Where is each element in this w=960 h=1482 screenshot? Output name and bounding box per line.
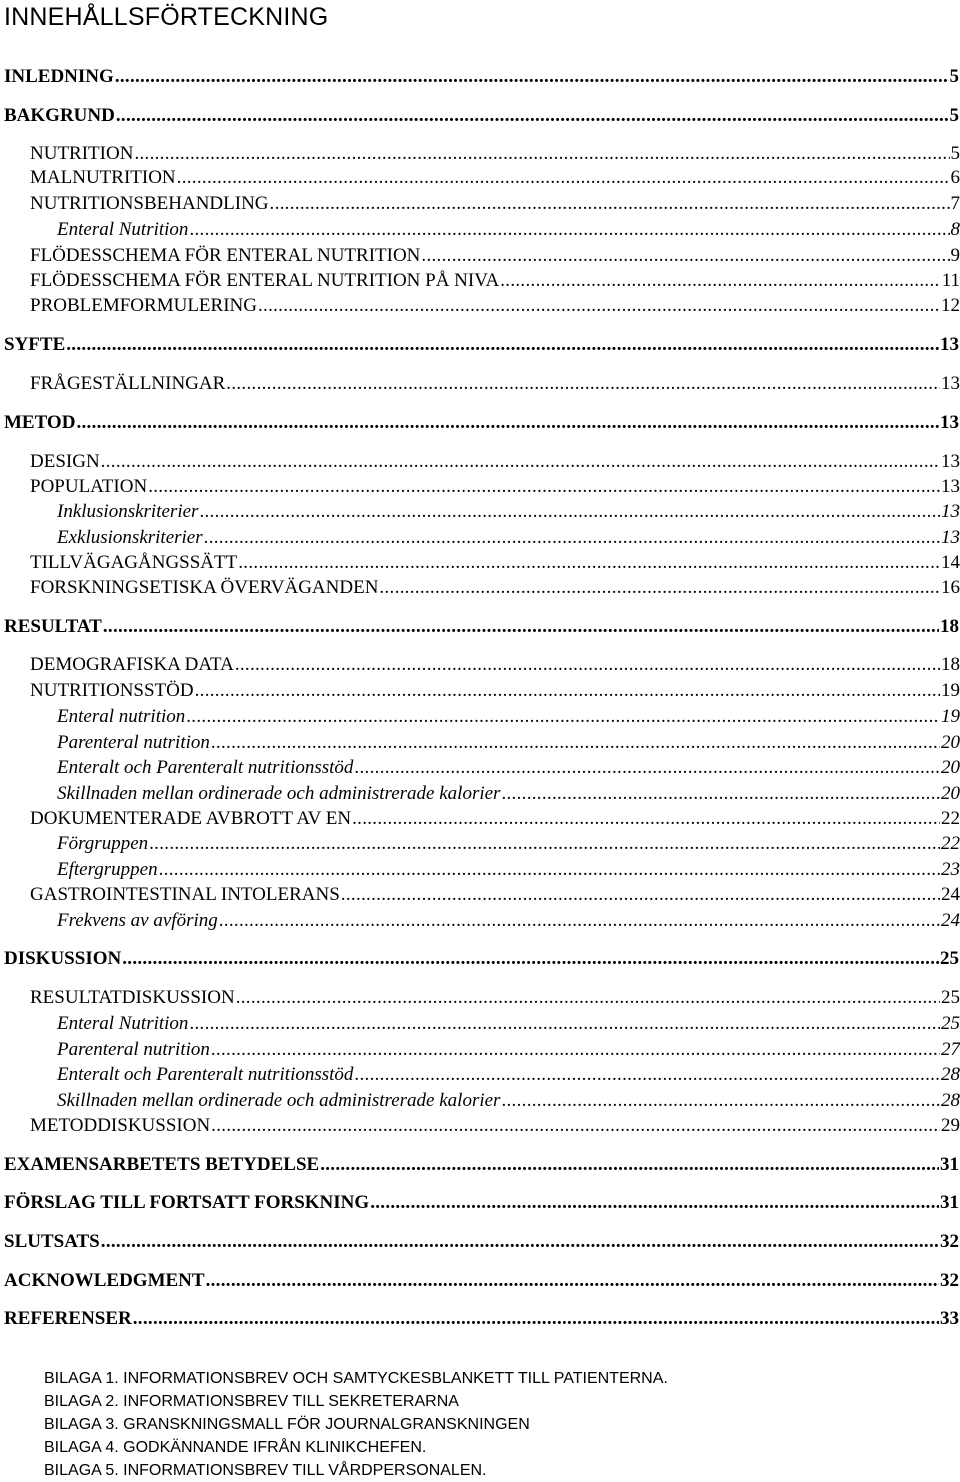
toc-entry[interactable]	[57, 220, 960, 239]
toc-entry-page: 11	[941, 270, 960, 291]
toc-entry-title: EXAMENSARBETETS BETYDELSE	[4, 1154, 320, 1175]
toc-entry-page: 13	[941, 373, 960, 394]
toc-entry[interactable]	[30, 578, 960, 597]
toc-entry[interactable]	[4, 106, 960, 125]
toc-entry-page: 6	[950, 167, 960, 188]
toc-entry-title: Parenteral nutrition	[57, 732, 210, 753]
toc-entry-page: 8	[950, 219, 960, 240]
toc-entry-page: 13	[941, 476, 960, 497]
toc-entry[interactable]	[30, 144, 960, 163]
toc-entry-title: Parenteral nutrition	[57, 1039, 210, 1060]
toc-entry-title: Frekvens av avföring	[57, 910, 218, 931]
toc-entry-page: 19	[941, 706, 960, 727]
toc-entry-page: 31	[940, 1154, 959, 1175]
dot-leader	[421, 246, 949, 265]
toc-entry-page: 20	[941, 783, 960, 804]
dot-leader	[199, 502, 940, 521]
dot-leader	[122, 949, 939, 968]
dot-leader	[186, 707, 940, 726]
toc-entry-title: FLÖDESSCHEMA FÖR ENTERAL NUTRITION PÅ NIVA	[30, 270, 500, 291]
toc-entry-page: 13	[941, 501, 960, 522]
toc-entry-title: PROBLEMFORMULERING	[30, 295, 257, 316]
appendix-item	[44, 1417, 530, 1433]
dot-leader	[195, 681, 940, 700]
toc-entry[interactable]	[4, 413, 960, 432]
appendix-label: BILAGA 2	[44, 1393, 115, 1410]
appendix-label: BILAGA 3	[44, 1416, 115, 1433]
appendix-item	[44, 1394, 459, 1410]
dot-leader	[189, 1014, 940, 1033]
toc-entry-page: 29	[941, 1115, 960, 1136]
dot-leader	[66, 335, 939, 354]
toc-entry-title: FÖRSLAG TILL FORTSATT FORSKNING	[4, 1192, 370, 1213]
toc-entry-title: GASTROINTESTINAL INTOLERANS	[30, 884, 340, 905]
toc-entry[interactable]	[57, 834, 960, 853]
toc-entry[interactable]	[57, 707, 960, 726]
toc-entry-title: DESIGN	[30, 451, 100, 472]
toc-entry-page: 24	[941, 884, 960, 905]
dot-leader	[76, 413, 939, 432]
toc-entry[interactable]	[30, 988, 960, 1007]
toc-entry-page: 16	[941, 577, 960, 598]
toc-entry-page: 31	[940, 1192, 959, 1213]
appendix-title: . INFORMATIONSBREV OCH SAMTYCKESBLANKETT TILL PATIENTERNA.	[114, 1370, 668, 1387]
dot-leader	[101, 452, 940, 471]
toc-entry-title: ACKNOWLEDGMENT	[4, 1270, 205, 1291]
toc-entry-page: 32	[940, 1270, 959, 1291]
toc-entry-page: 27	[941, 1039, 960, 1060]
dot-leader	[236, 988, 940, 1007]
appendix-title: . INFORMATIONSBREV TILL VÅRDPERSONALEN.	[114, 1462, 487, 1479]
toc-entry-page: 12	[941, 295, 960, 316]
dot-leader	[354, 758, 940, 777]
dot-leader	[116, 106, 949, 125]
toc-entry-title: Enteralt och Parenteralt nutritionsstöd	[57, 757, 354, 778]
toc-entry-title: Förgruppen	[57, 833, 149, 854]
appendix-title: . GRANSKNINGSMALL FÖR JOURNALGRANSKNINGEN	[114, 1416, 530, 1433]
toc-entry-page: 13	[941, 451, 960, 472]
toc-entry[interactable]	[57, 1014, 960, 1033]
toc-entry[interactable]	[57, 1091, 960, 1110]
toc-entry-page: 18	[941, 654, 960, 675]
toc-entry[interactable]	[4, 1193, 960, 1212]
toc-entry-page: 25	[941, 987, 960, 1008]
toc-entry[interactable]	[30, 452, 960, 471]
toc-entry-page: 5	[949, 66, 959, 87]
dot-leader	[103, 617, 939, 636]
appendix-title: . INFORMATIONSBREV TILL SEKRETERARNA	[114, 1393, 459, 1410]
toc-entry-page: 23	[941, 859, 960, 880]
toc-entry-title: DEMOGRAFISKA DATA	[30, 654, 234, 675]
toc-entry[interactable]	[4, 1232, 960, 1251]
toc-entry-page: 25	[940, 948, 959, 969]
toc-entry-title: Skillnaden mellan ordinerade och administrerade kalorier	[57, 1090, 501, 1111]
toc-entry[interactable]	[30, 655, 960, 674]
toc-entry[interactable]	[30, 194, 960, 213]
toc-entry-title: POPULATION	[30, 476, 148, 497]
toc-entry-page: 20	[941, 757, 960, 778]
dot-leader	[352, 809, 940, 828]
dot-leader	[133, 1309, 939, 1328]
toc-entry-page: 32	[940, 1231, 959, 1252]
appendix-item	[44, 1371, 668, 1387]
toc-entry[interactable]	[4, 1309, 960, 1328]
toc-entry-title: DOKUMENTERADE AVBROTT AV EN	[30, 808, 352, 829]
toc-entry-title: SYFTE	[4, 334, 66, 355]
appendix-label: BILAGA 4	[44, 1439, 115, 1456]
toc-entry-page: 7	[950, 193, 960, 214]
toc-entry[interactable]	[30, 296, 960, 315]
toc-entry-title: NUTRITION	[30, 143, 134, 164]
toc-entry-page: 18	[940, 616, 959, 637]
toc-entry-title: METODDISKUSSION	[30, 1115, 211, 1136]
dot-leader	[501, 1091, 940, 1110]
toc-entry[interactable]	[30, 1116, 960, 1135]
toc-entry-title: SLUTSATS	[4, 1231, 100, 1252]
toc-entry-title: RESULTAT	[4, 616, 102, 637]
toc-entry-page: 13	[941, 527, 960, 548]
toc-entry[interactable]	[30, 809, 960, 828]
toc-entry-page: 22	[941, 808, 960, 829]
dot-leader	[501, 784, 940, 803]
toc-entry[interactable]	[57, 733, 960, 752]
dot-leader	[159, 860, 940, 879]
toc-entry-title: FLÖDESSCHEMA FÖR ENTERAL NUTRITION	[30, 245, 421, 266]
appendix-label: BILAGA 5	[44, 1462, 115, 1479]
toc-entry[interactable]	[4, 335, 960, 354]
dot-leader	[149, 834, 940, 853]
appendix-item	[44, 1463, 487, 1479]
toc-entry-page: 5	[950, 143, 960, 164]
dot-leader	[320, 1155, 939, 1174]
toc-entry-title: TILLVÄGAGÅNGSSÄTT	[30, 552, 238, 573]
toc-entry-page: 19	[941, 680, 960, 701]
toc-entry-page: 13	[940, 412, 959, 433]
dot-leader	[354, 1065, 940, 1084]
dot-leader	[115, 67, 949, 86]
toc-entry-title: Inklusionskriterier	[57, 501, 199, 522]
toc-entry[interactable]	[4, 949, 960, 968]
appendix-title: . GODKÄNNANDE IFRÅN KLINIKCHEFEN.	[114, 1439, 427, 1456]
toc-entry[interactable]	[30, 246, 960, 265]
toc-entry-title: RESULTATDISKUSSION	[30, 987, 235, 1008]
dot-leader	[238, 553, 940, 572]
toc-entry-title: MALNUTRITION	[30, 167, 176, 188]
dot-leader	[235, 655, 940, 674]
toc-entry-page: 14	[941, 552, 960, 573]
toc-entry[interactable]	[30, 553, 960, 572]
toc-entry-title: REFERENSER	[4, 1308, 132, 1329]
toc-entry-title: Enteral nutrition	[57, 706, 186, 727]
toc-entry-title: Exklusionskriterier	[57, 527, 203, 548]
dot-leader	[500, 271, 940, 290]
toc-entry-page: 20	[941, 732, 960, 753]
toc-entry[interactable]	[30, 681, 960, 700]
dot-leader	[341, 885, 940, 904]
appendix-label: BILAGA 1	[44, 1370, 115, 1387]
dot-leader	[189, 220, 949, 239]
toc-entry[interactable]	[57, 911, 960, 930]
toc-entry-title: BAKGRUND	[4, 105, 115, 126]
toc-entry-page: 33	[940, 1308, 959, 1329]
dot-leader	[211, 733, 940, 752]
toc-entry[interactable]	[57, 1065, 960, 1084]
toc-entry-page: 28	[941, 1064, 960, 1085]
toc-entry-title: Enteral Nutrition	[57, 219, 189, 240]
toc-entry[interactable]	[30, 885, 960, 904]
dot-leader	[270, 194, 950, 213]
toc-entry-title: NUTRITIONSSTÖD	[30, 680, 194, 701]
dot-leader	[370, 1193, 939, 1212]
toc-entry-title: FORSKNINGSETISKA ÖVERVÄGANDEN	[30, 577, 379, 598]
toc-entry[interactable]	[4, 617, 960, 636]
toc-entry-page: 13	[940, 334, 959, 355]
toc-entry-page: 24	[941, 910, 960, 931]
dot-leader	[211, 1040, 940, 1059]
toc-entry[interactable]	[4, 1155, 960, 1174]
toc-entry-title: DISKUSSION	[4, 948, 122, 969]
toc-entry[interactable]	[57, 528, 960, 547]
toc-entry[interactable]	[57, 758, 960, 777]
dot-leader	[219, 911, 940, 930]
dot-leader	[177, 168, 950, 187]
dot-leader	[206, 1271, 939, 1290]
toc-entry-title: METOD	[4, 412, 76, 433]
toc-entry[interactable]	[30, 374, 960, 393]
toc-entry-title: NUTRITIONSBEHANDLING	[30, 193, 269, 214]
dot-leader	[148, 477, 940, 496]
dot-leader	[101, 1232, 939, 1251]
toc-entry-title: INLEDNING	[4, 66, 114, 87]
toc-entry[interactable]	[4, 67, 960, 86]
dot-leader	[204, 528, 940, 547]
dot-leader	[134, 144, 949, 163]
toc-entry-page: 28	[941, 1090, 960, 1111]
toc-entry[interactable]	[30, 168, 960, 187]
toc-entry-title: Skillnaden mellan ordinerade och administrerade kalorier	[57, 783, 501, 804]
toc-entry[interactable]	[4, 1271, 960, 1290]
toc-entry[interactable]	[57, 860, 960, 879]
toc-entry-page: 22	[941, 833, 960, 854]
dot-leader	[379, 578, 940, 597]
dot-leader	[211, 1116, 940, 1135]
dot-leader	[226, 374, 940, 393]
toc-entry[interactable]	[57, 1040, 960, 1059]
toc-entry-page: 9	[950, 245, 960, 266]
appendix-item	[44, 1440, 426, 1456]
toc-entry-page: 5	[949, 105, 959, 126]
toc-entry[interactable]	[57, 502, 960, 521]
toc-entry-title: Eftergruppen	[57, 859, 158, 880]
toc-entry-page: 25	[941, 1013, 960, 1034]
page-title: INNEHÅLLSFÖRTECKNING	[4, 3, 329, 31]
dot-leader	[258, 296, 940, 315]
toc-entry-title: Enteral Nutrition	[57, 1013, 189, 1034]
toc-entry-title: Enteralt och Parenteralt nutritionsstöd	[57, 1064, 354, 1085]
toc-entry-title: FRÅGESTÄLLNINGAR	[30, 373, 226, 394]
toc-entry[interactable]	[30, 477, 960, 496]
toc-entry[interactable]	[57, 784, 960, 803]
toc-entry[interactable]	[30, 271, 960, 290]
